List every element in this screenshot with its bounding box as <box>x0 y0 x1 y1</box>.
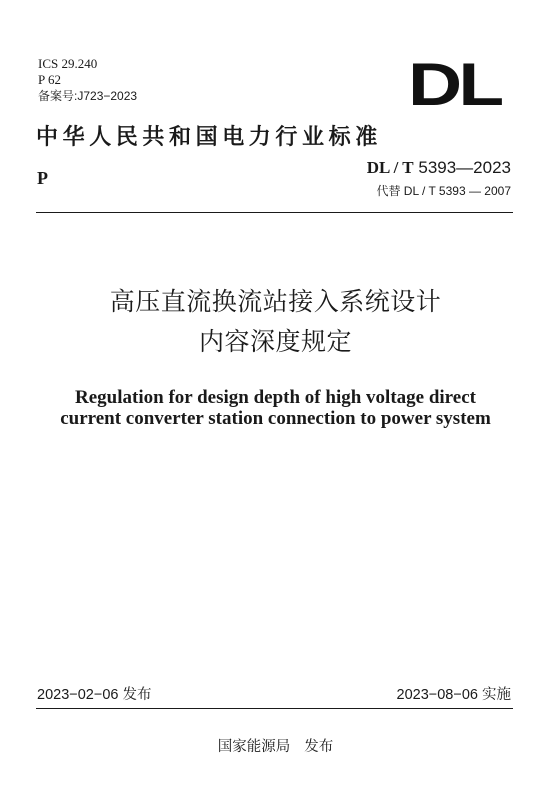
implement-date-value: 2023−08−06 <box>396 687 478 703</box>
dl-logo: DL <box>408 51 501 118</box>
publish-date-label: 发布 <box>122 687 152 703</box>
record-number <box>38 89 137 103</box>
bottom-divider <box>36 708 513 709</box>
issuer <box>0 738 551 756</box>
implement-date-label: 实施 <box>482 687 511 703</box>
publish-date <box>37 686 151 704</box>
ics-code: ICS 29.240 <box>38 56 98 71</box>
title-cn-line2: 内容深度规定 <box>198 327 352 356</box>
issuer-name: 国家能源局 <box>217 739 291 755</box>
title-en-line2: current converter station connection to power system <box>60 408 491 429</box>
record-label: 备案号: <box>38 89 78 103</box>
title-cn-line1: 高压直流换流站接入系统设计 <box>109 287 442 316</box>
implement-date <box>397 686 511 704</box>
issuer-label: 发布 <box>304 739 334 755</box>
classification-code: P 62 <box>38 72 61 87</box>
standard-code-number: 5393—2023 <box>418 158 511 177</box>
publish-date-value: 2023−02−06 <box>37 687 119 703</box>
standard-code-prefix: DL / T <box>366 158 414 177</box>
top-divider <box>36 212 513 213</box>
title-en-line1: Regulation for design depth of high voltage direct <box>75 387 476 408</box>
industry-standard-title: 中华人民共和国电力行业标准 <box>36 124 382 150</box>
replaces-standard: 代替 DL / T 5393 — 2007 <box>376 184 511 198</box>
record-value: J723−2023 <box>77 89 138 103</box>
standard-number <box>367 158 511 178</box>
category-letter: P <box>37 168 48 188</box>
